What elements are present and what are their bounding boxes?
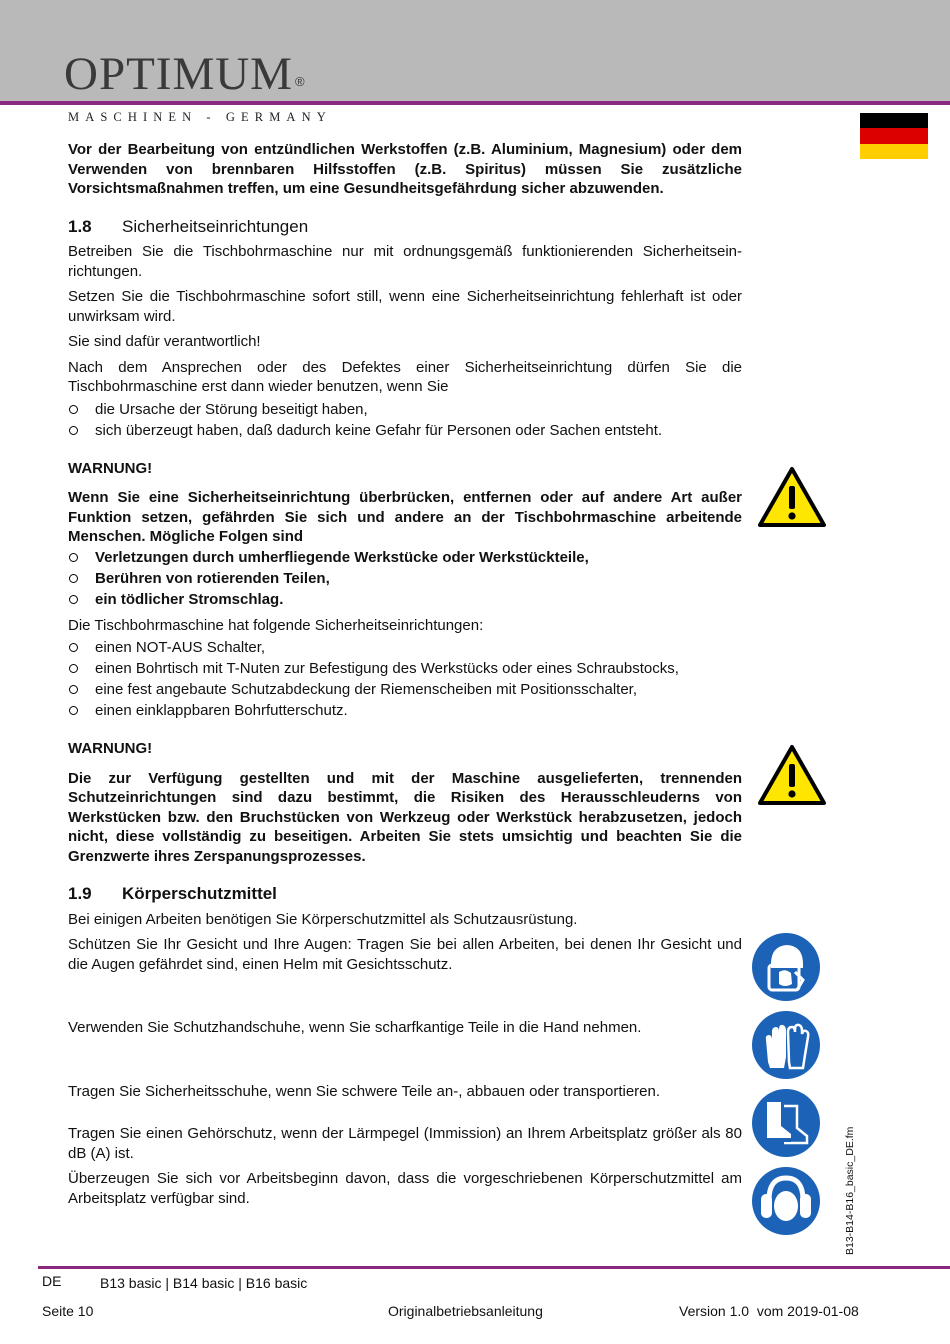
paragraph: Tragen Sie einen Gehörschutz, wenn der Lärmpegel (Immission) an Ihrem Arbeitsplatz größer als 80 dB (A) ist. — [68, 1125, 742, 1162]
section-title: Körperschutzmittel — [122, 884, 277, 903]
list-item: die Ursache der Störung beseitigt haben, — [68, 399, 742, 420]
paragraph: Schützen Sie Ihr Gesicht und Ihre Augen: Tragen Sie bei allen Arbeiten, bei denen Ihr Gesicht und die Augen gefährdet sind, einen Helm mit Gesichtsschutz. — [68, 936, 742, 973]
warning-bullet-list — [68, 547, 742, 610]
german-flag-icon — [860, 113, 928, 159]
bullet-list — [68, 637, 742, 721]
header-divider — [0, 101, 950, 105]
footer-page-number: Seite 10 — [42, 1303, 94, 1319]
logo-subtitle: MASCHINEN - GERMANY — [68, 110, 332, 124]
side-file-label: B13-B14-B16_basic_DE.fm — [844, 1126, 856, 1255]
warning-text: Die zur Verfügung gestellten und mit der Maschine ausgelieferten, trennenden Schutzeinrichtungen sind dazu bestimmt, die Risiken des Herausschleuderns von Werkstücken bzw. den Bruchstücken von Werkzeug oder Werkstück herabzusetzen, jedoch nicht, diese vollständig zu beseitigen. Arbeiten Sie stets umsichtig und beachten Sie die Grenzwerte ihres Zerspanungsprozesses. — [68, 769, 742, 865]
warning-triangle-icon — [757, 466, 827, 528]
footer-version: Version 1.0 vom 2019-01-08 — [679, 1303, 859, 1319]
bullet-list — [68, 399, 742, 441]
list-item: sich überzeugt haben, daß dadurch keine Gefahr für Personen oder Sachen entsteht. — [68, 420, 742, 441]
logo-text: OPTIMUM — [64, 48, 293, 100]
section-number: 1.9 — [68, 884, 92, 903]
paragraph: Setzen Sie die Tischbohrmaschine sofort still, wenn eine Sicherheitseinrichtung fehlerhaft ist oder unwirksam wird. — [68, 288, 742, 325]
brand-logo — [64, 48, 306, 100]
gloves-icon — [751, 1010, 821, 1080]
paragraph: Sie sind dafür verantwortlich! — [68, 333, 261, 350]
list-item: Berühren von rotierenden Teilen, — [68, 568, 742, 589]
logo-registered-mark: ® — [294, 74, 306, 89]
face-shield-icon — [751, 932, 821, 1002]
list-item: ein tödlicher Stromschlag. — [68, 589, 742, 610]
list-item: Verletzungen durch umherfliegende Werkstücke oder Werkstückteile, — [68, 547, 742, 568]
footer-models: B13 basic | B14 basic | B16 basic — [100, 1275, 308, 1291]
warning-title: WARNUNG! — [68, 459, 153, 477]
paragraph: Betreiben Sie die Tischbohrmaschine nur mit ordnungsgemäß funktionierenden Sicherheitsein-richtungen. — [68, 243, 742, 280]
paragraph: Tragen Sie Sicherheitsschuhe, wenn Sie schwere Teile an-, abbauen oder transportieren. — [68, 1082, 661, 1100]
paragraph: Bei einigen Arbeiten benötigen Sie Körperschutzmittel als Schutzausrüstung. — [68, 910, 578, 928]
main-content — [68, 140, 742, 1214]
section-heading-1-8 — [68, 217, 742, 237]
safety-boots-icon — [751, 1088, 821, 1158]
list-item: eine fest angebaute Schutzabdeckung der Riemenscheiben mit Positionsschalter, — [68, 679, 742, 700]
list-item: einen Bohrtisch mit T-Nuten zur Befestigung des Werkstücks oder eines Schraubstocks, — [68, 658, 742, 679]
section-heading-1-9 — [68, 884, 742, 904]
footer-document-type: Originalbetriebsanleitung — [388, 1303, 543, 1319]
paragraph: Nach dem Ansprechen oder des Defektes einer Sicherheitseinrichtung dürfen Sie die Tischbohrmaschine erst dann wieder benutzen, wenn Sie — [68, 358, 742, 395]
list-item: einen einklappbaren Bohrfutterschutz. — [68, 700, 742, 721]
warning-text: Wenn Sie eine Sicherheitseinrichtung überbrücken, entfernen oder auf andere Art außer Funktion setzen, gefährden Sie sich und andere an der Tischbohrmaschine arbeitende Menschen. Mögliche Folgen sind — [68, 489, 742, 545]
footer-language: DE — [42, 1273, 62, 1289]
paragraph: Überzeugen Sie sich vor Arbeitsbeginn davon, dass die vorgeschriebenen Körperschutzmittel am Arbeitsplatz verfügbar sind. — [68, 1170, 742, 1207]
paragraph: Die Tischbohrmaschine hat folgende Sicherheitseinrichtungen: — [68, 616, 484, 634]
paragraph: Verwenden Sie Schutzhandschuhe, wenn Sie scharfkantige Teile in die Hand nehmen. — [68, 1019, 642, 1036]
warning-triangle-icon — [757, 744, 827, 806]
section-number: 1.8 — [68, 216, 92, 236]
list-item: einen NOT-AUS Schalter, — [68, 637, 742, 658]
intro-warning-text: Vor der Bearbeitung von entzündlichen Werkstoffen (z.B. Aluminium, Magnesium) oder dem Verwenden von brennbaren Hilfsstoffen (z.B. Spiritus) müssen Sie zusätzliche Vorsichtsmaßnahmen treffen, um eine Gesundheitsgefährdung sicher abzuwenden. — [68, 141, 742, 197]
warning-title: WARNUNG! — [68, 740, 153, 757]
section-title: Sicherheitseinrichtungen — [122, 216, 309, 236]
ear-protection-icon — [751, 1166, 821, 1236]
footer-divider — [38, 1266, 950, 1269]
